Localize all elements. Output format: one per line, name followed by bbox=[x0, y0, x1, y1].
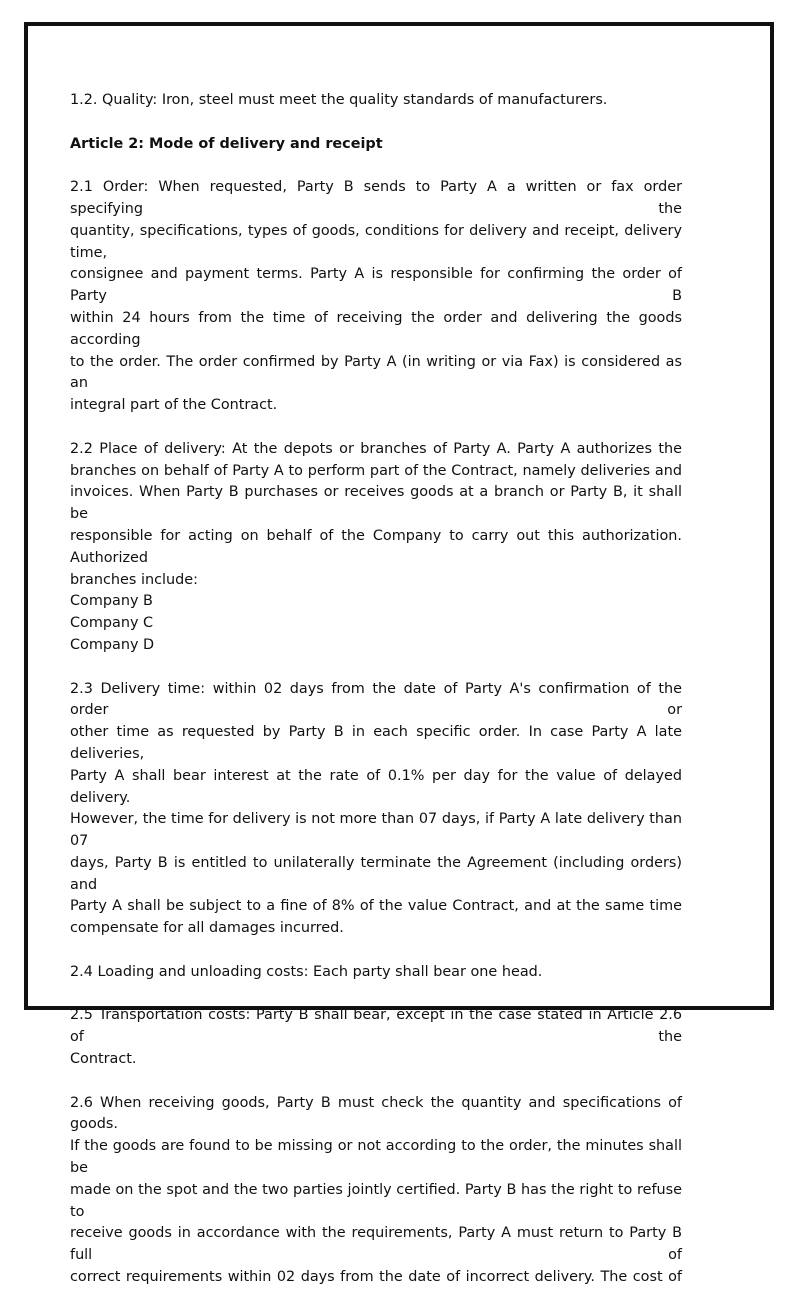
document-body bbox=[70, 90, 682, 1311]
clause-2-2-line: branches include: bbox=[70, 571, 198, 588]
clause-2-3-line: Party A shall bear interest at the rate of 0.1% per day for the value of delayed delivery. bbox=[70, 767, 682, 806]
clause-2-2-line: responsible for acting on behalf of the Company to carry out this authorization. Authorized bbox=[70, 527, 682, 566]
clause-2-1-line: within 24 hours from the time of receiving the order and delivering the goods according bbox=[70, 309, 682, 348]
clause-2-3-line: compensate for all damages incurred. bbox=[70, 920, 344, 937]
clause-2-3-line: other time as requested by Party B in each specific order. In case Party A late deliveries, bbox=[70, 724, 682, 762]
clause-2-5-line: Contract. bbox=[70, 1051, 137, 1068]
clause-1-2 bbox=[70, 90, 682, 112]
clause-1-2-text: 1.2. Quality: Iron, steel must meet the quality standards of manufacturers. bbox=[70, 92, 608, 108]
company-list-item: Company D bbox=[70, 636, 155, 653]
clause-2-1-line: quantity, specifications, types of goods, conditions for delivery and receipt, delivery time, bbox=[70, 222, 682, 261]
clause-2-1-line: integral part of the Contract. bbox=[70, 397, 278, 414]
clause-2-6-line: 2.6 When receiving goods, Party B must check the quantity and specifications of goods. bbox=[70, 1094, 682, 1133]
clause-2-5-line: 2.5 Transportation costs: Party B shall bear, except in the case stated in Article 2.6 of the bbox=[70, 1007, 682, 1046]
clause-2-1-line: to the order. The order confirmed by Party A (in writing or via Fax) is considered as an bbox=[70, 353, 682, 392]
clause-2-1-line: 2.1 Order: When requested, Party B sends to Party A a written or fax order specifying the bbox=[70, 179, 682, 217]
clause-2-3-line: days, Party B is entitled to unilaterally terminate the Agreement (including orders) and bbox=[70, 854, 682, 893]
clause-2-3 bbox=[70, 679, 682, 941]
clause-2-2-line: 2.2 Place of delivery: At the depots or branches of Party A. Party A authorizes the bbox=[70, 440, 682, 457]
clause-2-4 bbox=[70, 962, 682, 984]
clause-2-6-line: made on the spot and the two parties jointly certified. Party B has the right to refuse to bbox=[70, 1181, 682, 1220]
clause-2-3-line: Party A shall be subject to a fine of 8% of the value Contract, and at the same time bbox=[70, 898, 682, 915]
clause-2-2-line: branches on behalf of Party A to perform part of the Contract, namely deliveries and bbox=[70, 462, 682, 479]
clause-2-6-line: correct requirements within 02 days from the date of incorrect delivery. The cost of bbox=[70, 1269, 682, 1286]
clause-2-2 bbox=[70, 439, 682, 657]
clause-2-5 bbox=[70, 1005, 682, 1070]
article-2-heading: Article 2: Mode of delivery and receipt bbox=[70, 135, 383, 152]
clause-2-6-line: If the goods are found to be missing or not according to the order, the minutes shall be bbox=[70, 1138, 682, 1177]
clause-2-4-text: 2.4 Loading and unloading costs: Each party shall bear one head. bbox=[70, 963, 543, 980]
clause-2-2-line: invoices. When Party B purchases or receives goods at a branch or Party B, it shall be bbox=[70, 484, 682, 523]
company-list-item: Company C bbox=[70, 615, 154, 632]
clause-2-3-line: 2.3 Delivery time: within 02 days from the date of Party A's confirmation of the order or bbox=[70, 680, 682, 719]
clause-2-1 bbox=[70, 177, 682, 417]
clause-2-3-line: However, the time for delivery is not more than 07 days, if Party A late delivery than 07 bbox=[70, 811, 682, 850]
clause-2-6 bbox=[70, 1093, 682, 1289]
company-list-item: Company B bbox=[70, 593, 153, 610]
clause-2-6-line: receive goods in accordance with the requirements, Party A must return to Party B full of bbox=[70, 1225, 682, 1264]
clause-2-1-line: consignee and payment terms. Party A is responsible for confirming the order of Party B bbox=[70, 266, 682, 305]
